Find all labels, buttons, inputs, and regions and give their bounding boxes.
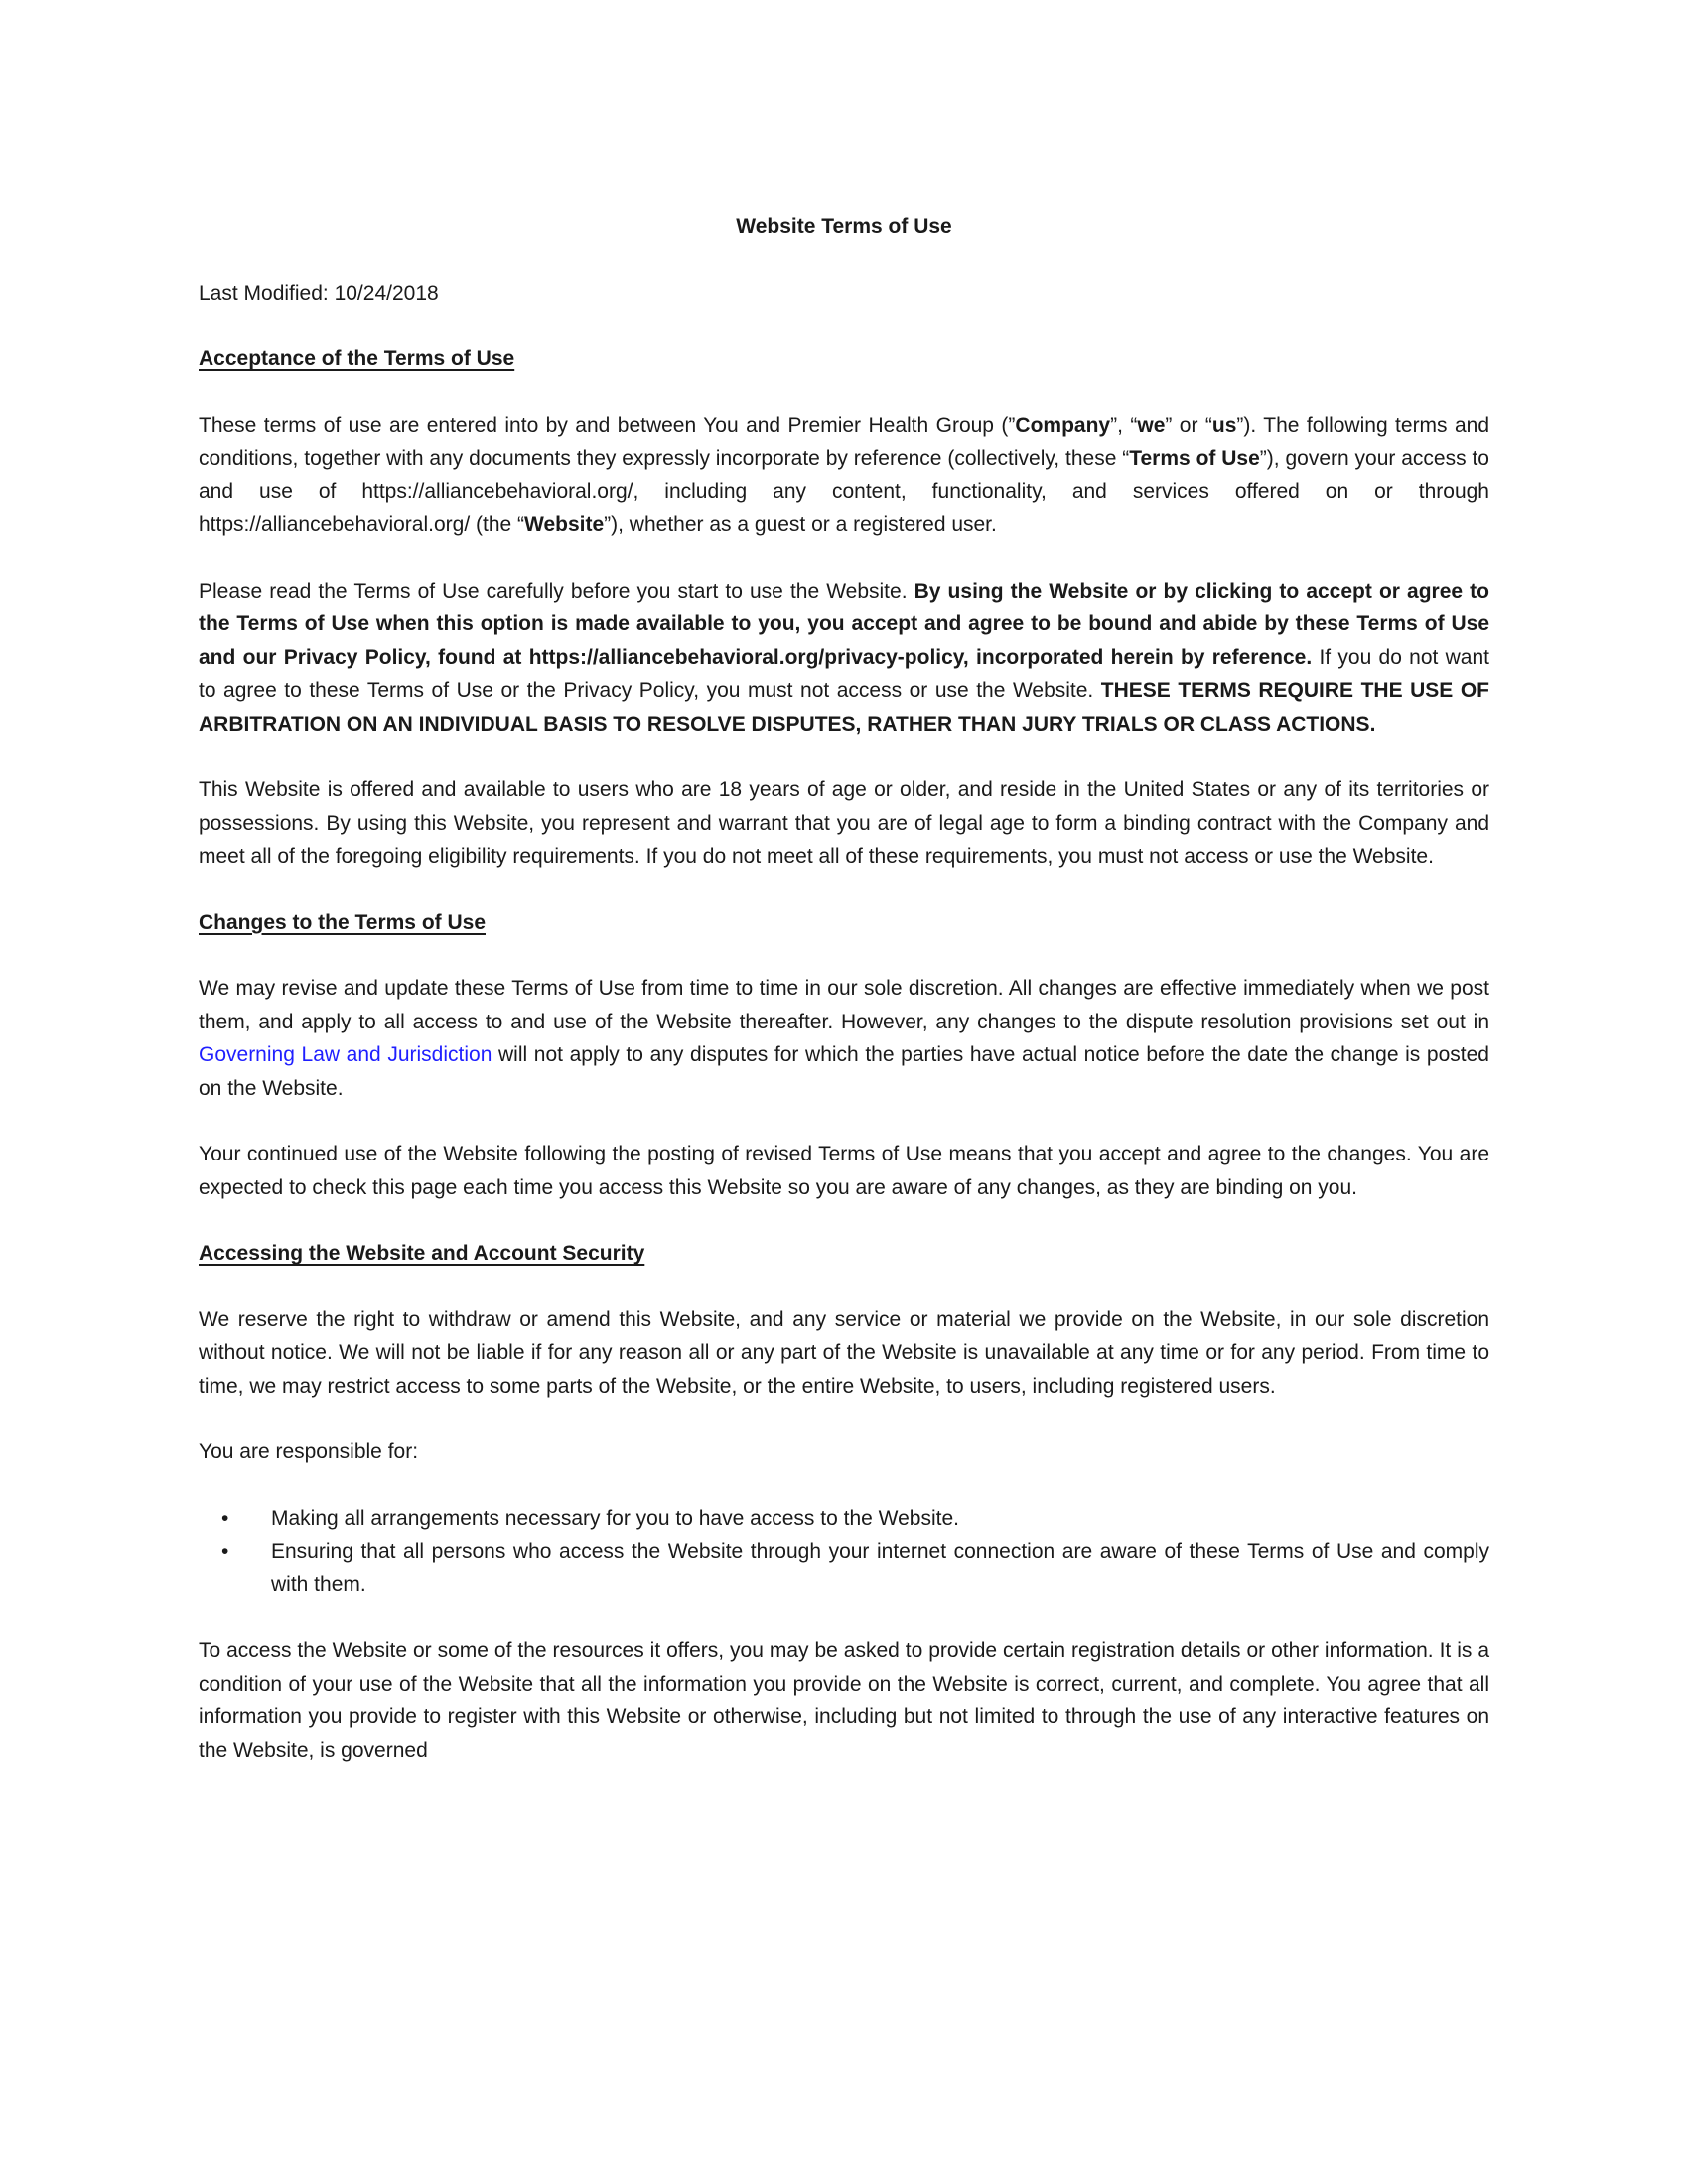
- list-item-ensuring: • Ensuring that all persons who access the Website through your internet connection are aware of these Terms of Use and comply with them.: [199, 1535, 1489, 1601]
- text-run: Please read the Terms of Use carefully before you start to use the Website.: [199, 579, 914, 603]
- text-run: THESE TERMS REQUIRE THE USE OF ARBITRATION ON AN INDIVIDUAL BASIS TO RESOLVE DISPUTES, RATHER THAN JURY TRIALS OR CLASS ACTIONS.: [199, 679, 1489, 736]
- text-run: will not apply to any disputes for which the parties have actual notice before the date the change is posted on the Website.: [199, 1043, 1489, 1100]
- text-run: ”), whether as a guest or a registered user.: [604, 513, 997, 536]
- text-run: By using the Website or by clicking to accept or agree to the Terms of Use when this option is made available to you, you accept and agree to be bound and abide by these Terms of Use and our Privacy Policy, found at https://alliancebehavioral.org/privacy-policy, incorporated herein by reference.: [199, 579, 1489, 669]
- paragraph-terms-intro: [199, 409, 1489, 542]
- paragraph-registration: To access the Website or some of the resources it offers, you may be asked to provide certain registration details or other information. It is a condition of your use of the Website that all the information you provide on the Website is correct, current, and complete. You agree that all information you provide to register with this Website or otherwise, including but not limited to through the use of any interactive features on the Website, is governed: [199, 1639, 1489, 1762]
- document-content: [199, 210, 1489, 1800]
- list-item-arrangements: • Making all arrangements necessary for you to have access to the Website.: [199, 1502, 1489, 1536]
- text-run: ” or “: [1165, 413, 1212, 437]
- heading-acceptance-of-terms: Acceptance of the Terms of Use: [199, 347, 515, 370]
- text-run: Terms of Use: [1129, 447, 1260, 470]
- text-run: If you do not want to agree to these Terms of Use or the Privacy Policy, you must not access or use the Website.: [199, 645, 1489, 702]
- governing-law-link[interactable]: Governing Law and Jurisdiction: [199, 1043, 492, 1066]
- last-modified-line: Last Modified: 10/24/2018: [199, 281, 439, 305]
- text-run: ”, “: [1110, 413, 1138, 437]
- heading-changes-to-terms: Changes to the Terms of Use: [199, 910, 486, 934]
- paragraph-eligibility: This Website is offered and available to users who are 18 years of age or older, and reside in the United States or any of its territories or possessions. By using this Website, you represent and warrant that you are of legal age to form a binding contract with the Company and meet all of the foregoing eligibility requirements. If you do not meet all of these requirements, you must not access or use the Website.: [199, 778, 1489, 868]
- text-run: us: [1211, 413, 1237, 437]
- paragraph-responsible-intro: You are responsible for:: [199, 1440, 419, 1463]
- text-run: We may revise and update these Terms of Use from time to time in our sole discretion. All changes are effective immediately when we post them, and apply to all access to and use of the Website thereafter. However, any changes to the dispute resolution provisions set out in: [199, 977, 1489, 1033]
- paragraph-withdraw-amend: We reserve the right to withdraw or amend this Website, and any service or material we provide on the Website, in our sole discretion without notice. We will not be liable if for any reason all or any part of the Website is unavailable at any time or for any period. From time to time, we may restrict access to some parts of the Website, or the entire Website, to users, including registered users.: [199, 1307, 1489, 1398]
- heading-accessing-website: Accessing the Website and Account Security: [199, 1242, 645, 1265]
- text-run: Website: [524, 513, 605, 536]
- text-run: Company: [1015, 413, 1111, 437]
- text-run: ”). The following terms and conditions, together with any documents they expressly incorporate by reference (collectively, these “: [199, 413, 1490, 470]
- text-run: we: [1137, 413, 1166, 437]
- paragraph-please-read: [199, 575, 1489, 742]
- text-run: ”), govern your access to and use of https://alliancebehavioral.org/, including any content, functionality, and services offered on or through https://alliancebehavioral.org/ (the “: [199, 447, 1489, 536]
- paragraph-continued-use: Your continued use of the Website following the posting of revised Terms of Use means that you accept and agree to the changes. You are expected to check this page each time you access this Website so you are aware of any changes, as they are binding on you.: [199, 1143, 1489, 1199]
- text-run: These terms of use are entered into by and between You and Premier Health Group (”: [199, 413, 1016, 437]
- paragraph-revisions: [199, 972, 1489, 1105]
- document-title: Website Terms of Use: [736, 215, 952, 238]
- responsibilities-list: [199, 1502, 1489, 1602]
